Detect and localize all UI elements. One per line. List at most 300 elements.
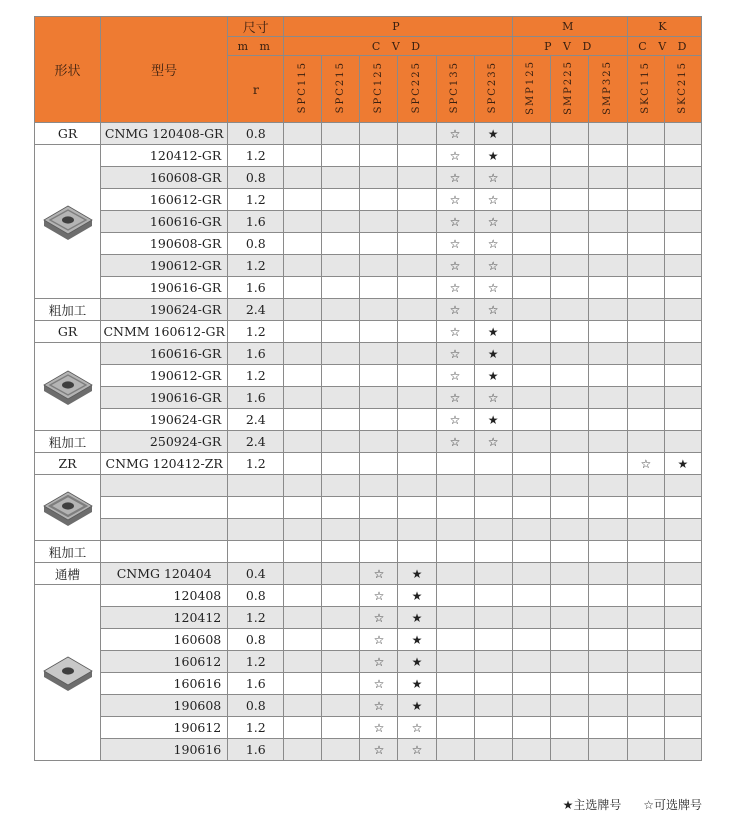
- grade-mark-cell: [664, 695, 701, 717]
- header-grade-spc225: [398, 56, 436, 123]
- grade-mark-cell: [588, 673, 627, 695]
- grade-mark-cell: [512, 189, 550, 211]
- grade-mark-cell: [474, 453, 512, 475]
- shape-label: 粗加工: [35, 299, 101, 321]
- grade-mark-cell: [322, 541, 360, 563]
- table-row: [35, 343, 702, 365]
- grade-mark-cell: [627, 211, 664, 233]
- grade-mark-cell: [474, 651, 512, 673]
- legend: [545, 796, 702, 813]
- model-cell: 160608: [101, 629, 228, 651]
- grade-mark-cell: [284, 629, 322, 651]
- model-cell: CNMG 120404: [101, 563, 228, 585]
- grade-mark-cell: [550, 167, 588, 189]
- grade-mark-cell: [360, 255, 398, 277]
- grade-mark-cell: [322, 497, 360, 519]
- grade-mark-cell: [322, 629, 360, 651]
- grade-mark-cell: [550, 277, 588, 299]
- grade-mark-cell: [588, 211, 627, 233]
- grade-mark-cell: ★: [474, 409, 512, 431]
- grade-mark-cell: ☆: [436, 343, 474, 365]
- radius-cell: 1.2: [228, 145, 284, 167]
- grade-mark-cell: [512, 519, 550, 541]
- header-radius: r: [228, 56, 284, 123]
- grade-mark-cell: [588, 145, 627, 167]
- radius-cell: 1.2: [228, 453, 284, 475]
- radius-cell: 1.2: [228, 717, 284, 739]
- grade-mark-cell: [588, 189, 627, 211]
- grade-mark-cell: [360, 167, 398, 189]
- grade-mark-cell: [588, 453, 627, 475]
- grade-mark-cell: [436, 651, 474, 673]
- shape-label: 粗加工: [35, 541, 101, 563]
- grade-mark-cell: [550, 563, 588, 585]
- table-row: [35, 365, 702, 387]
- grade-mark-cell: [322, 431, 360, 453]
- grade-mark-cell: [664, 585, 701, 607]
- model-cell: [101, 541, 228, 563]
- grade-mark-cell: ★: [398, 651, 436, 673]
- grade-label: SPC215: [334, 61, 346, 114]
- grade-mark-cell: ★: [398, 563, 436, 585]
- grade-mark-cell: [627, 277, 664, 299]
- model-cell: 160612: [101, 651, 228, 673]
- grade-mark-cell: [588, 431, 627, 453]
- header-shape: 形状: [35, 17, 101, 123]
- grade-mark-cell: [588, 541, 627, 563]
- model-cell: CNMM 160612-GR: [101, 321, 228, 343]
- grade-mark-cell: ★: [474, 343, 512, 365]
- table-row: [35, 233, 702, 255]
- grade-mark-cell: [284, 519, 322, 541]
- grade-mark-cell: [627, 387, 664, 409]
- grade-mark-cell: [664, 255, 701, 277]
- grade-mark-cell: [322, 255, 360, 277]
- grade-mark-cell: [398, 321, 436, 343]
- radius-cell: 0.8: [228, 695, 284, 717]
- table-row: [35, 453, 702, 475]
- grade-mark-cell: [588, 321, 627, 343]
- grade-mark-cell: [398, 123, 436, 145]
- grade-mark-cell: [284, 189, 322, 211]
- grade-mark-cell: [550, 343, 588, 365]
- grade-mark-cell: ☆: [360, 695, 398, 717]
- grade-mark-cell: [627, 475, 664, 497]
- grade-mark-cell: [284, 211, 322, 233]
- grade-mark-cell: [588, 299, 627, 321]
- header-grade-spc125: [360, 56, 398, 123]
- radius-cell: 1.6: [228, 387, 284, 409]
- grade-mark-cell: [664, 409, 701, 431]
- grade-mark-cell: [398, 519, 436, 541]
- radius-cell: 1.6: [228, 673, 284, 695]
- grade-mark-cell: [627, 519, 664, 541]
- grade-mark-cell: [322, 211, 360, 233]
- grade-mark-cell: [588, 695, 627, 717]
- grade-mark-cell: ☆: [360, 563, 398, 585]
- grade-mark-cell: [664, 387, 701, 409]
- grade-mark-cell: [474, 607, 512, 629]
- radius-cell: 0.8: [228, 629, 284, 651]
- grade-mark-cell: [512, 453, 550, 475]
- grade-mark-cell: [398, 211, 436, 233]
- grade-mark-cell: [627, 343, 664, 365]
- radius-cell: 2.4: [228, 299, 284, 321]
- grade-mark-cell: [512, 563, 550, 585]
- grade-mark-cell: [398, 277, 436, 299]
- grade-mark-cell: [550, 431, 588, 453]
- grade-mark-cell: [322, 321, 360, 343]
- grade-mark-cell: [360, 145, 398, 167]
- grade-mark-cell: [436, 585, 474, 607]
- grade-mark-cell: [474, 563, 512, 585]
- table-row: [35, 541, 702, 563]
- grade-mark-cell: [322, 651, 360, 673]
- grade-label: SKC215: [676, 61, 688, 114]
- grade-mark-cell: [398, 299, 436, 321]
- table-row: [35, 497, 702, 519]
- model-cell: 160616-GR: [101, 343, 228, 365]
- grade-mark-cell: [550, 475, 588, 497]
- table-row: [35, 387, 702, 409]
- grade-mark-cell: [550, 585, 588, 607]
- grade-mark-cell: ☆: [436, 211, 474, 233]
- grade-mark-cell: [398, 475, 436, 497]
- header-grade-skc215: [664, 56, 701, 123]
- model-cell: 190612-GR: [101, 255, 228, 277]
- grade-mark-cell: [284, 409, 322, 431]
- grade-mark-cell: ★: [398, 673, 436, 695]
- grade-mark-cell: [284, 585, 322, 607]
- grade-mark-cell: ☆: [436, 299, 474, 321]
- grade-mark-cell: ★: [474, 365, 512, 387]
- grade-mark-cell: [627, 365, 664, 387]
- model-cell: 190616-GR: [101, 387, 228, 409]
- header-grade-smp225: [550, 56, 588, 123]
- insert-cnmg-gr-icon: [35, 145, 101, 299]
- grade-mark-cell: ☆: [360, 717, 398, 739]
- grade-mark-cell: [588, 123, 627, 145]
- grade-mark-cell: ☆: [360, 651, 398, 673]
- table-row: [35, 673, 702, 695]
- grade-mark-cell: [360, 321, 398, 343]
- grade-mark-cell: [360, 365, 398, 387]
- table-row: [35, 123, 702, 145]
- grade-mark-cell: ☆: [436, 255, 474, 277]
- grade-mark-cell: ☆: [474, 299, 512, 321]
- table-row: [35, 563, 702, 585]
- grade-mark-cell: [512, 739, 550, 761]
- grade-mark-cell: ☆: [360, 739, 398, 761]
- grade-mark-cell: [550, 123, 588, 145]
- grade-mark-cell: [360, 431, 398, 453]
- grade-mark-cell: [360, 211, 398, 233]
- grade-mark-cell: [550, 717, 588, 739]
- header-process-p: C V D: [284, 37, 512, 56]
- grade-mark-cell: [550, 211, 588, 233]
- grade-mark-cell: [627, 541, 664, 563]
- grade-mark-cell: [664, 211, 701, 233]
- radius-cell: [228, 519, 284, 541]
- grade-mark-cell: [627, 739, 664, 761]
- grade-mark-cell: ☆: [398, 717, 436, 739]
- insert-cnmg-flat-icon: [35, 585, 101, 761]
- insert-cnmm-gr-icon: [35, 343, 101, 431]
- grade-label: SPC115: [296, 61, 308, 114]
- model-cell: 190616-GR: [101, 277, 228, 299]
- grade-mark-cell: [398, 453, 436, 475]
- grade-mark-cell: [512, 585, 550, 607]
- grade-mark-cell: [664, 739, 701, 761]
- grade-mark-cell: [627, 651, 664, 673]
- grade-mark-cell: [322, 145, 360, 167]
- grade-mark-cell: [360, 233, 398, 255]
- grade-mark-cell: [627, 563, 664, 585]
- grade-selection-table: [34, 16, 702, 761]
- grade-mark-cell: [398, 145, 436, 167]
- grade-mark-cell: ☆: [436, 145, 474, 167]
- header-grade-spc115: [284, 56, 322, 123]
- grade-mark-cell: [588, 365, 627, 387]
- grade-mark-cell: [512, 167, 550, 189]
- model-cell: 160616: [101, 673, 228, 695]
- grade-mark-cell: [398, 233, 436, 255]
- table-row: [35, 651, 702, 673]
- table-row: [35, 145, 702, 167]
- table-row: [35, 409, 702, 431]
- grade-mark-cell: [284, 673, 322, 695]
- grade-mark-cell: [284, 431, 322, 453]
- grade-mark-cell: [550, 409, 588, 431]
- grade-mark-cell: [627, 233, 664, 255]
- grade-mark-cell: [284, 475, 322, 497]
- grade-mark-cell: [284, 541, 322, 563]
- grade-mark-cell: [550, 629, 588, 651]
- grade-mark-cell: [550, 321, 588, 343]
- grade-mark-cell: [664, 343, 701, 365]
- grade-label: SMP325: [601, 60, 613, 115]
- grade-mark-cell: [436, 607, 474, 629]
- grade-mark-cell: [322, 387, 360, 409]
- grade-mark-cell: [322, 585, 360, 607]
- grade-mark-cell: [588, 717, 627, 739]
- grade-mark-cell: [322, 563, 360, 585]
- radius-cell: 0.8: [228, 233, 284, 255]
- model-cell: [101, 497, 228, 519]
- header-grade-spc235: [474, 56, 512, 123]
- grade-mark-cell: ☆: [436, 277, 474, 299]
- grade-mark-cell: ☆: [436, 409, 474, 431]
- header-group-p: P: [284, 17, 512, 37]
- model-cell: 190608: [101, 695, 228, 717]
- shape-label: GR: [35, 123, 101, 145]
- grade-mark-cell: [627, 497, 664, 519]
- grade-label: SPC125: [372, 61, 384, 114]
- grade-mark-cell: ★: [398, 695, 436, 717]
- grade-mark-cell: [398, 167, 436, 189]
- grade-mark-cell: [550, 541, 588, 563]
- grade-mark-cell: [284, 497, 322, 519]
- table-row: [35, 585, 702, 607]
- grade-mark-cell: [588, 497, 627, 519]
- grade-mark-cell: [474, 673, 512, 695]
- model-cell: 160612-GR: [101, 189, 228, 211]
- grade-mark-cell: ☆: [436, 387, 474, 409]
- grade-mark-cell: [474, 695, 512, 717]
- header-process-k: C V D: [627, 37, 701, 56]
- radius-cell: 1.6: [228, 343, 284, 365]
- grade-mark-cell: [664, 673, 701, 695]
- grade-mark-cell: [436, 497, 474, 519]
- grade-mark-cell: [360, 409, 398, 431]
- grade-mark-cell: [512, 255, 550, 277]
- grade-mark-cell: [588, 563, 627, 585]
- grade-mark-cell: [436, 475, 474, 497]
- grade-mark-cell: [512, 211, 550, 233]
- grade-mark-cell: [512, 607, 550, 629]
- grade-mark-cell: [474, 717, 512, 739]
- grade-mark-cell: [512, 629, 550, 651]
- grade-mark-cell: [284, 651, 322, 673]
- grade-mark-cell: [284, 343, 322, 365]
- model-cell: 160608-GR: [101, 167, 228, 189]
- grade-mark-cell: [664, 519, 701, 541]
- grade-mark-cell: [588, 255, 627, 277]
- grade-mark-cell: [398, 409, 436, 431]
- grade-mark-cell: [588, 651, 627, 673]
- grade-mark-cell: [588, 387, 627, 409]
- table-row: [35, 519, 702, 541]
- grade-mark-cell: [664, 321, 701, 343]
- grade-mark-cell: [627, 145, 664, 167]
- grade-mark-cell: ☆: [474, 431, 512, 453]
- legend-main: ★主选牌号: [562, 798, 622, 812]
- radius-cell: 2.4: [228, 431, 284, 453]
- grade-mark-cell: [284, 717, 322, 739]
- header-unit: m m: [228, 37, 284, 56]
- grade-mark-cell: [512, 431, 550, 453]
- table-row: [35, 167, 702, 189]
- radius-cell: 0.8: [228, 123, 284, 145]
- grade-mark-cell: [474, 585, 512, 607]
- grade-mark-cell: [627, 255, 664, 277]
- model-cell: 120412-GR: [101, 145, 228, 167]
- grade-mark-cell: ☆: [360, 629, 398, 651]
- grade-mark-cell: [550, 299, 588, 321]
- grade-mark-cell: [284, 167, 322, 189]
- radius-cell: 1.6: [228, 739, 284, 761]
- grade-mark-cell: [360, 541, 398, 563]
- header-grade-spc215: [322, 56, 360, 123]
- header-group-m: M: [512, 17, 627, 37]
- grade-mark-cell: [664, 607, 701, 629]
- model-cell: [101, 475, 228, 497]
- grade-mark-cell: [398, 541, 436, 563]
- grade-mark-cell: [474, 475, 512, 497]
- grade-mark-cell: ☆: [474, 211, 512, 233]
- grade-mark-cell: [360, 299, 398, 321]
- grade-mark-cell: [512, 343, 550, 365]
- table-row: [35, 475, 702, 497]
- grade-mark-cell: [512, 695, 550, 717]
- model-cell: 120408: [101, 585, 228, 607]
- radius-cell: 2.4: [228, 409, 284, 431]
- header-grade-smp125: [512, 56, 550, 123]
- header-grade-skc115: [627, 56, 664, 123]
- grade-mark-cell: [588, 739, 627, 761]
- table-row: [35, 189, 702, 211]
- table-row: [35, 277, 702, 299]
- grade-mark-cell: ☆: [474, 387, 512, 409]
- grade-mark-cell: [284, 321, 322, 343]
- grade-mark-cell: [512, 409, 550, 431]
- grade-mark-cell: [627, 123, 664, 145]
- grade-mark-cell: [322, 189, 360, 211]
- grade-mark-cell: [322, 607, 360, 629]
- grade-mark-cell: [436, 695, 474, 717]
- grade-mark-cell: [322, 299, 360, 321]
- grade-mark-cell: [360, 475, 398, 497]
- grade-mark-cell: [436, 717, 474, 739]
- grade-mark-cell: [436, 519, 474, 541]
- grade-mark-cell: [627, 167, 664, 189]
- grade-mark-cell: [512, 651, 550, 673]
- header-grade-spc135: [436, 56, 474, 123]
- grade-mark-cell: [550, 673, 588, 695]
- model-cell: 120412: [101, 607, 228, 629]
- grade-mark-cell: [284, 145, 322, 167]
- grade-mark-cell: ☆: [398, 739, 436, 761]
- model-cell: 190616: [101, 739, 228, 761]
- grade-mark-cell: [627, 321, 664, 343]
- grade-mark-cell: [550, 607, 588, 629]
- grade-mark-cell: [588, 233, 627, 255]
- grade-mark-cell: [664, 365, 701, 387]
- grade-mark-cell: [322, 717, 360, 739]
- grade-mark-cell: [322, 123, 360, 145]
- grade-mark-cell: [550, 365, 588, 387]
- radius-cell: 1.2: [228, 365, 284, 387]
- table-row: [35, 739, 702, 761]
- grade-mark-cell: [550, 387, 588, 409]
- model-cell: 250924-GR: [101, 431, 228, 453]
- grade-mark-cell: [322, 343, 360, 365]
- grade-mark-cell: [360, 123, 398, 145]
- grade-mark-cell: [550, 453, 588, 475]
- legend-optional: ☆可选牌号: [643, 798, 702, 812]
- grade-mark-cell: ☆: [436, 123, 474, 145]
- grade-mark-cell: [512, 277, 550, 299]
- grade-mark-cell: [664, 497, 701, 519]
- grade-mark-cell: ★: [474, 321, 512, 343]
- grade-mark-cell: [512, 233, 550, 255]
- grade-mark-cell: [322, 695, 360, 717]
- model-cell: [101, 519, 228, 541]
- grade-mark-cell: [398, 365, 436, 387]
- grade-mark-cell: [664, 541, 701, 563]
- grade-mark-cell: [284, 453, 322, 475]
- grade-mark-cell: [436, 739, 474, 761]
- grade-mark-cell: [436, 673, 474, 695]
- grade-mark-cell: [550, 233, 588, 255]
- radius-cell: 1.2: [228, 321, 284, 343]
- model-cell: 190608-GR: [101, 233, 228, 255]
- grade-mark-cell: [284, 277, 322, 299]
- grade-mark-cell: [398, 343, 436, 365]
- grade-mark-cell: [664, 299, 701, 321]
- radius-cell: 0.8: [228, 585, 284, 607]
- grade-mark-cell: [322, 233, 360, 255]
